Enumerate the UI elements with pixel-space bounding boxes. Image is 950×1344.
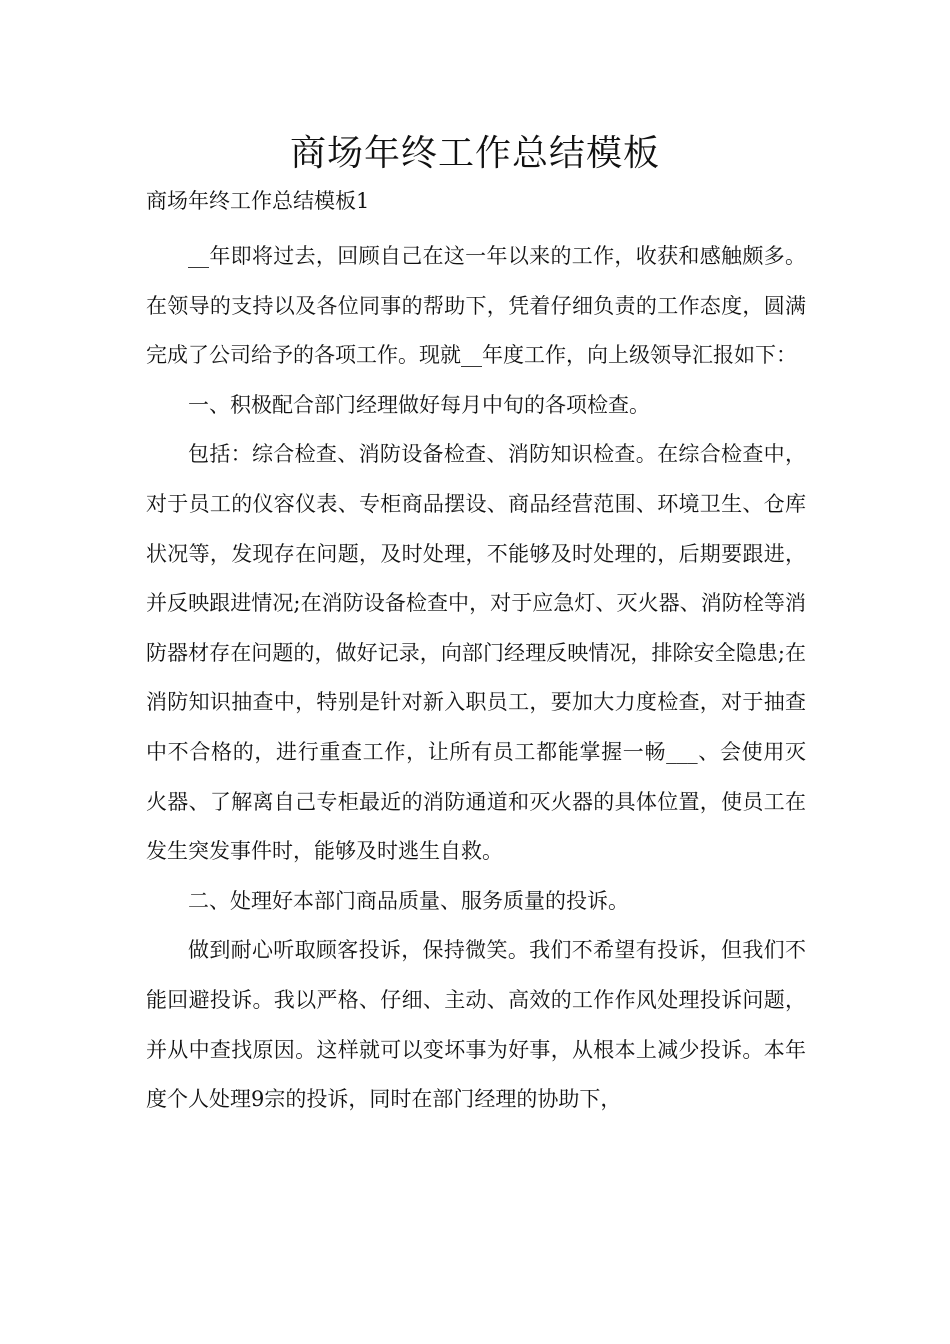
- paragraph-heading-1: 一、积极配合部门经理做好每月中旬的各项检查。: [188, 392, 650, 417]
- document-subtitle: 商场年终工作总结模板1: [146, 189, 370, 213]
- paragraph-complaints: 做到耐心听取顾客投诉，保持微笑。我们不希望有投诉，但我们不能回避投诉。我以严格、仔细、主动、高效的工作作风处理投诉问题，并从中查找原因。这样就可以变坏事为好事，从根本上减少投诉。本年度个人处理9宗的投诉，同时在部门经理的协助下，: [146, 938, 806, 1112]
- document-body: [146, 232, 806, 1125]
- document-title: 商场年终工作总结模板: [289, 133, 660, 174]
- paragraph-inspections: 包括：综合检查、消防设备检查、消防知识检查。在综合检查中，对于员工的仪容仪表、专柜商品摆设、商品经营范围、环境卫生、仓库状况等，发现存在问题，及时处理，不能够及时处理的，后期要跟进，并反映跟进情况;在消防设备检查中，对于应急灯、灭火器、消防栓等消防器材存在问题的，做好记录，向部门经理反映情况，排除安全隐患;在消防知识抽查中，特别是针对新入职员工，要加大力度检查，对于抽查中不合格的，进行重查工作，让所有员工都能掌握一畅___、会使用灭火器、了解离自己专柜最近的消防通道和灭火器的具体位置，使员工在发生突发事件时，能够及时逃生自救。: [146, 442, 806, 864]
- paragraph-heading-2: 二、处理好本部门商品质量、服务质量的投诉。: [188, 888, 629, 913]
- paragraph-intro: __年即将过去，回顾自己在这一年以来的工作，收获和感触颇多。在领导的支持以及各位同事的帮助下，凭着仔细负责的工作态度，圆满完成了公司给予的各项工作。现就__年度工作，向上级领导汇报如下：: [146, 244, 806, 368]
